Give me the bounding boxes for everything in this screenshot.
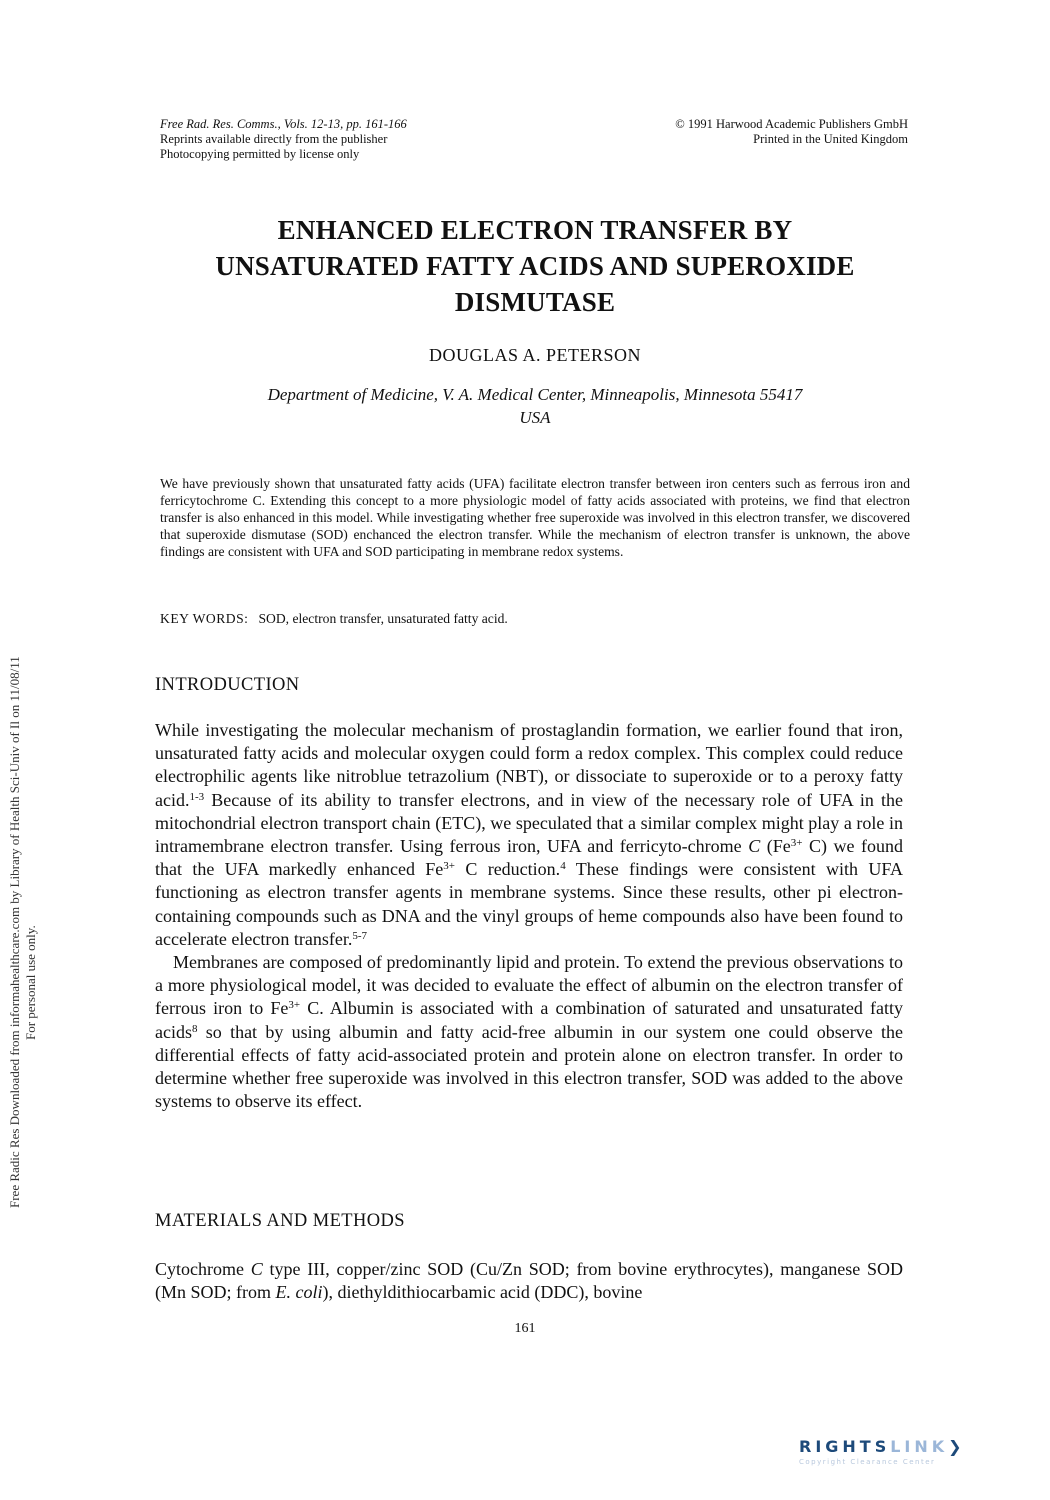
citation-ref: 4 bbox=[560, 860, 566, 873]
watermark-line: Free Radic Res Downloaded from informahealthcare.com by Library of Health Sci-Univ of Il on 11/08/11 bbox=[7, 656, 22, 1208]
title-line: ENHANCED ELECTRON TRANSFER BY bbox=[277, 215, 793, 245]
rightslink-badge[interactable] bbox=[799, 1437, 1034, 1477]
chevron-icon: ❯ bbox=[948, 1437, 966, 1456]
superscript: 3+ bbox=[288, 999, 301, 1012]
text-run: type III, copper/zinc SOD (Cu/Zn SOD; from bovine erythrocytes), manganese SOD (Mn SOD; from bbox=[155, 1259, 903, 1303]
superscript: 3+ bbox=[790, 837, 803, 850]
text-run: Cytochrome bbox=[155, 1259, 251, 1279]
author-name: DOUGLAS A. PETERSON bbox=[428, 345, 642, 365]
section-heading-methods: MATERIALS AND METHODS bbox=[155, 1211, 405, 1231]
citation-ref: 8 bbox=[191, 1022, 198, 1035]
affiliation-line: Department of Medicine, V. A. Medical Center, Minneapolis, Minnesota 55417 bbox=[267, 385, 803, 404]
paragraph bbox=[155, 1258, 903, 1304]
publisher-info bbox=[585, 117, 908, 147]
citation-ref: 5-7 bbox=[352, 929, 368, 942]
page-number: 161 bbox=[514, 1321, 536, 1336]
text-run: so that by using albumin and fatty acid-free albumin in our system one could observe the differential effects of fatty acid-associated protein and protein alone on electron transfer. In order to determine whether free superoxide was involved in this electron transfer, SOD was added to the above systems to observe its effect. bbox=[155, 1021, 903, 1112]
text-run: While investigating the molecular mechanism of prostaglandin formation, we earlier found that iron, unsaturated fatty acids and molecular oxygen could form a redox complex. This complex could reduce electrophilic agents like nitroblue tetrazolium (NBT), or dissociate to superoxide or to a peroxy fatty acid. bbox=[155, 720, 903, 810]
text-run: C. Albumin is associated with a combination of saturated and unsaturated fatty acids bbox=[155, 998, 903, 1042]
abstract: We have previously shown that unsaturated fatty acids (UFA) facilitate electron transfer between iron centers such as ferrous iron and ferricytochrome C. Extending this concept to a more physiologic model of fatty acids associated with proteins, we find that electron transfer is also enhanced in this model. While investigating whether free superoxide was involved in this electron transfer, we discovered that superoxide dismutase (SOD) enchanced the electron transfer. While the mechanism of electron transfer is unknown, the above findings are consistent with UFA and SOD participating in membrane redox systems. bbox=[160, 476, 910, 559]
reprints-note: Reprints available directly from the publisher bbox=[160, 132, 388, 146]
journal-citation: Free Rad. Res. Comms., Vols. 12-13, pp. 161-166 bbox=[160, 117, 407, 131]
rightslink-tagline: Copyright Clearance Center bbox=[799, 1458, 936, 1466]
text-run-italic: C bbox=[250, 1259, 263, 1279]
paragraph bbox=[155, 951, 903, 1113]
text-run: (Fe bbox=[760, 836, 791, 857]
superscript: 3+ bbox=[443, 860, 456, 873]
rightslink-link: LINK bbox=[890, 1437, 949, 1456]
text-run-italic: C bbox=[748, 836, 761, 857]
copyright-line: © 1991 Harwood Academic Publishers GmbH bbox=[675, 117, 908, 131]
journal-info bbox=[160, 117, 407, 162]
introduction-body bbox=[155, 719, 903, 1113]
rightslink-logo bbox=[799, 1437, 1034, 1456]
affiliation-line: USA bbox=[519, 408, 551, 427]
keywords bbox=[160, 611, 910, 627]
paragraph bbox=[155, 719, 903, 951]
title-line: DISMUTASE bbox=[454, 287, 616, 317]
citation-ref: 1-3 bbox=[189, 790, 205, 803]
text-run-italic: E. coli bbox=[275, 1282, 323, 1303]
keywords-label: KEY WORDS: bbox=[160, 611, 249, 626]
photocopy-note: Photocopying permitted by license only bbox=[160, 147, 360, 161]
article-title bbox=[140, 212, 930, 320]
keywords-text: SOD, electron transfer, unsaturated fatty acid. bbox=[258, 611, 508, 626]
text-run: ), diethyldithiocarbamic acid (DDC), bovine bbox=[322, 1282, 643, 1303]
printed-line: Printed in the United Kingdom bbox=[753, 132, 908, 146]
text-run: These findings were consistent with UFA functioning as electron transfer agents in membrane systems. Since these results, other pi electron-containing compounds such as DNA and the vinyl groups of heme compounds also have been found to accelerate electron transfer. bbox=[155, 859, 904, 949]
text-run: C) we found that the UFA markedly enhanced Fe bbox=[155, 836, 904, 880]
watermark-line: For personal use only. bbox=[23, 925, 38, 1040]
affiliation bbox=[160, 383, 910, 429]
download-watermark bbox=[0, 390, 40, 1220]
text-run: C reduction. bbox=[455, 859, 561, 880]
text-run: Because of its ability to transfer electrons, and in view of the necessary role of UFA in the mitochondrial electron transport chain (ETC), we speculated that a similar complex might play a role in intramembrane electron transfer. Using ferrous iron, UFA and ferricyto-chrome bbox=[155, 789, 903, 857]
methods-body bbox=[155, 1258, 903, 1304]
section-heading-introduction: INTRODUCTION bbox=[155, 675, 300, 695]
text-run: Membranes are composed of predominantly lipid and protein. To extend the previous observations to a more physiological model, it was decided to evaluate the effect of albumin on the electron transfer of ferrous iron to Fe bbox=[155, 952, 903, 1019]
title-line: UNSATURATED FATTY ACIDS AND SUPEROXIDE bbox=[215, 251, 855, 281]
rightslink-rights: RIGHTS bbox=[799, 1437, 891, 1456]
